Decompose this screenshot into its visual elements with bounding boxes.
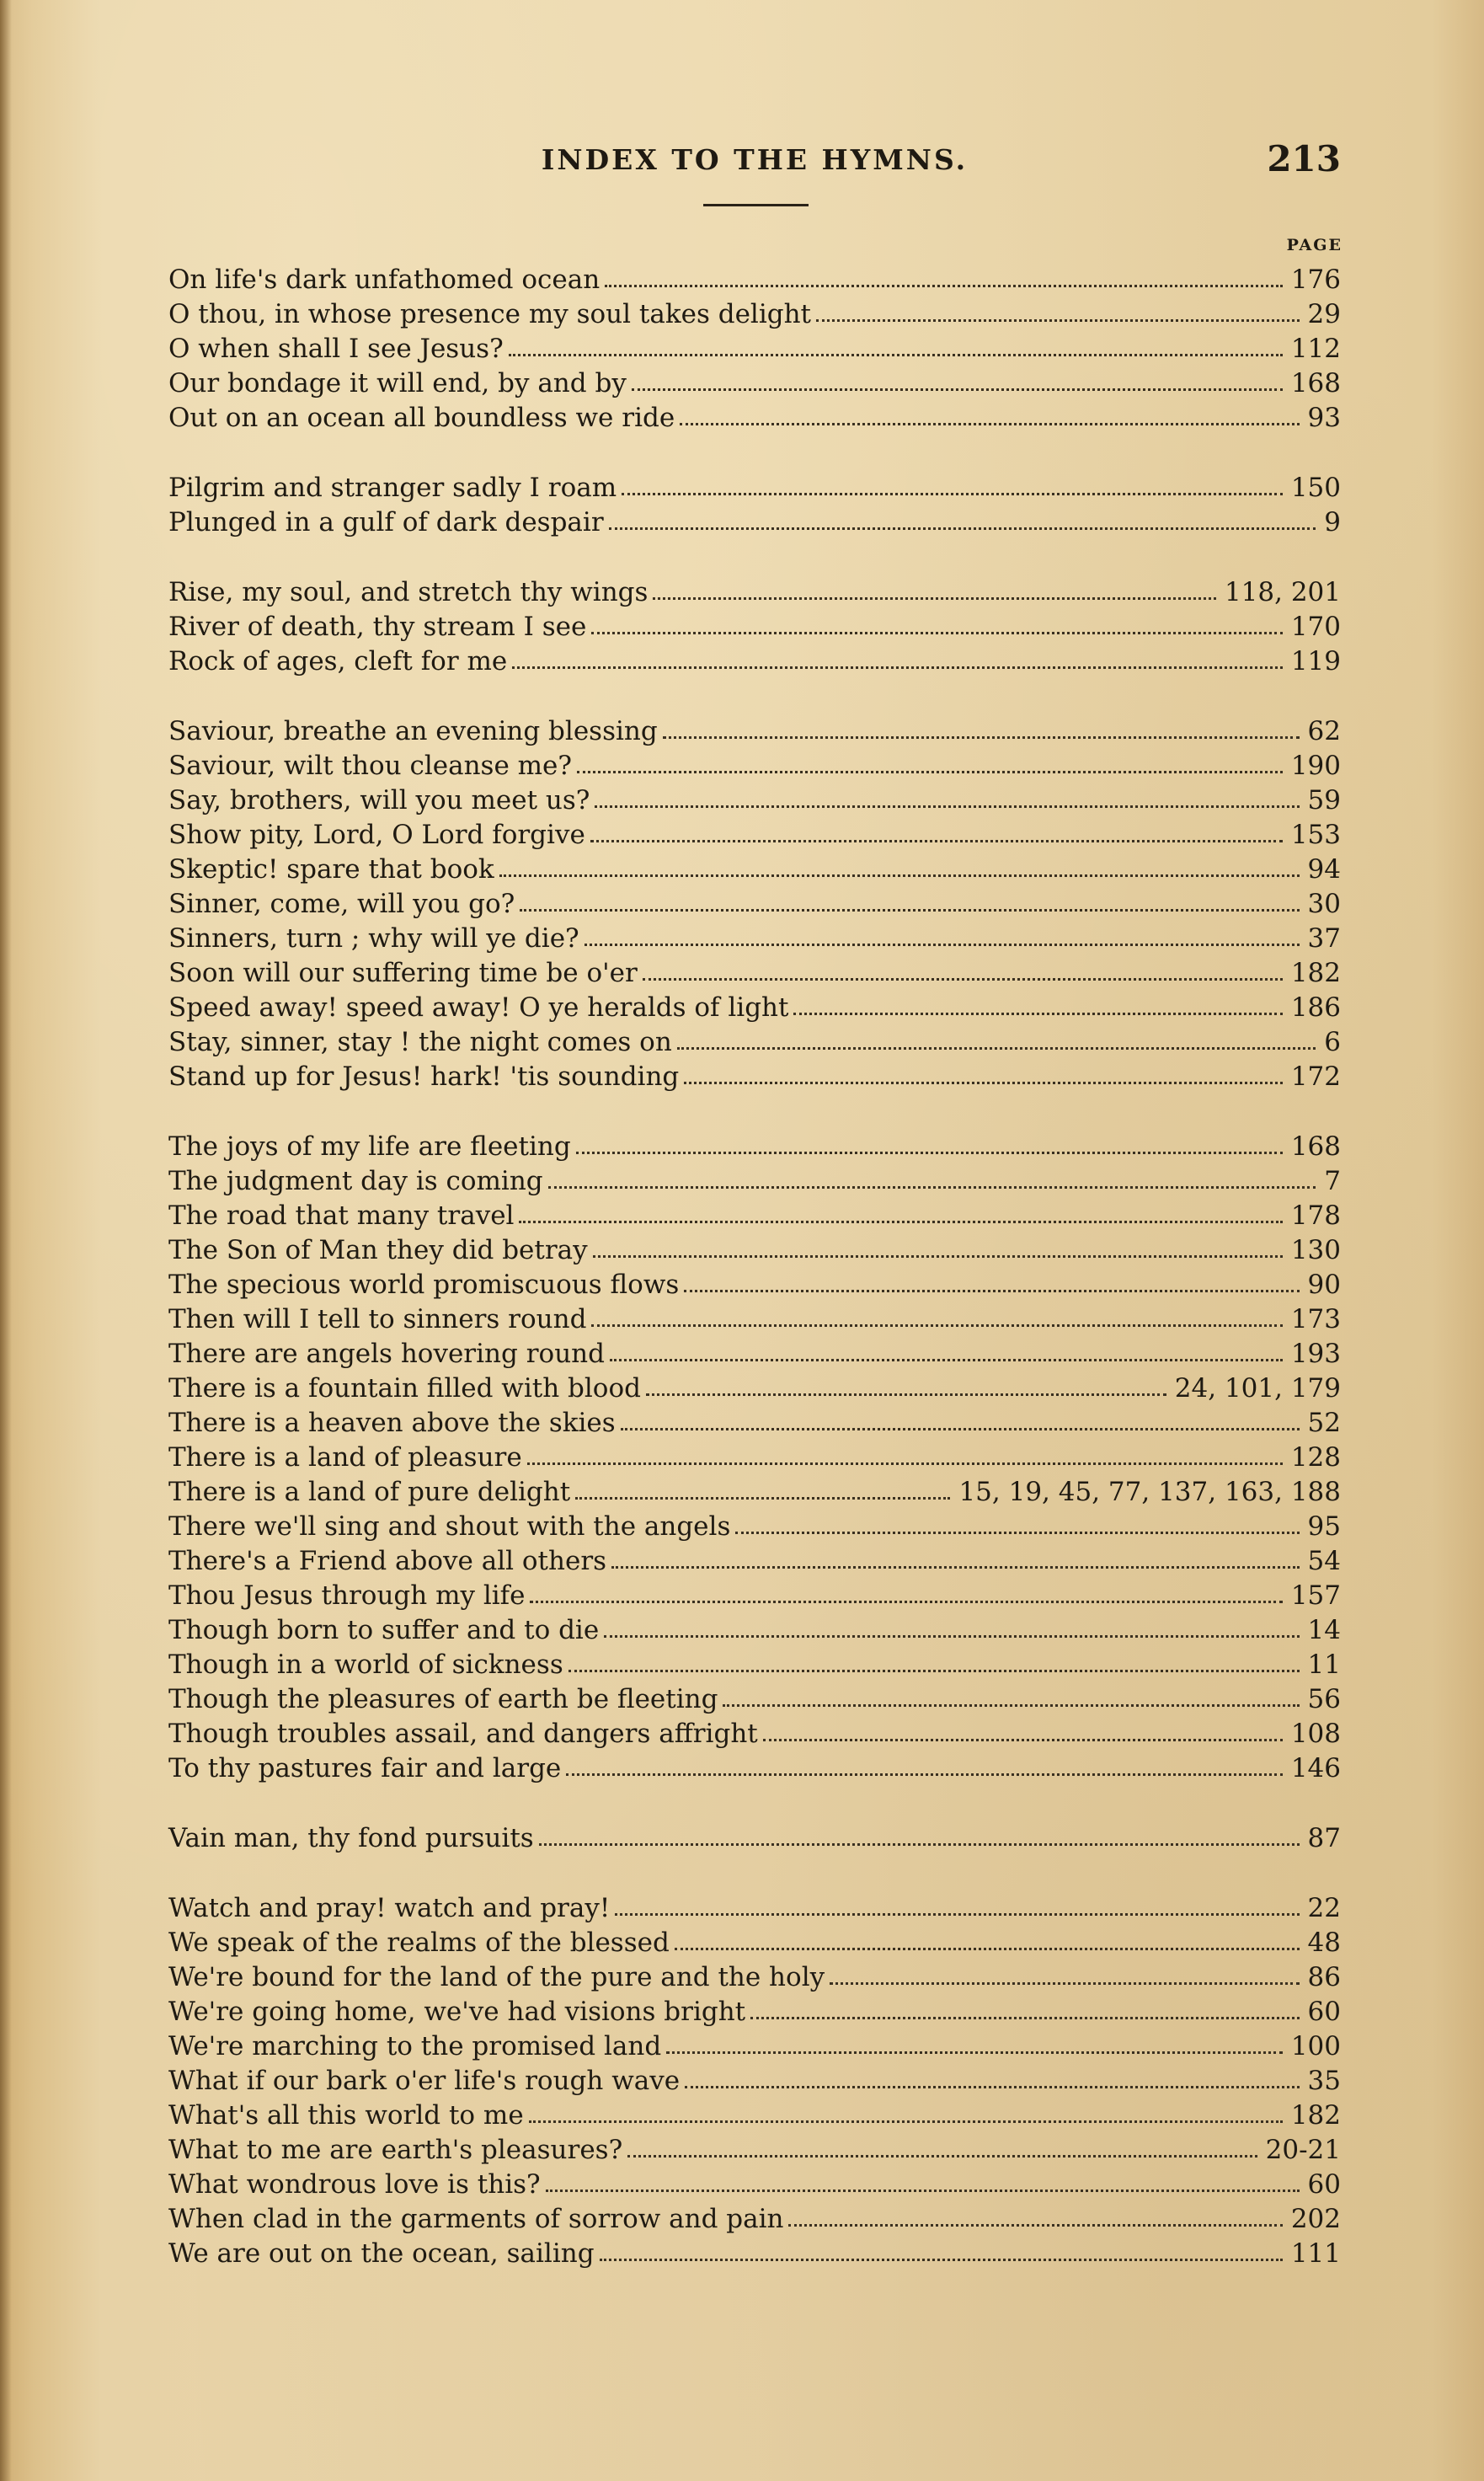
hymn-title: Stay, sinner, stay ! the night comes on — [168, 1027, 672, 1057]
index-entry — [168, 1130, 1341, 1164]
hymn-page-number: 153 — [1290, 820, 1341, 850]
dot-leader — [585, 944, 1300, 946]
dot-leader — [816, 319, 1300, 322]
hymn-page-number: 87 — [1307, 1823, 1341, 1853]
hymn-title: The Son of Man they did betray — [168, 1235, 588, 1265]
index-entry — [168, 1821, 1341, 1856]
index-entry — [168, 332, 1341, 366]
dot-leader — [666, 2051, 1283, 2054]
page-title: INDEX TO THE HYMNS. — [541, 143, 969, 176]
hymn-page-number: 186 — [1290, 992, 1341, 1023]
dot-leader — [684, 1082, 1283, 1084]
hymn-title: River of death, thy stream I see — [168, 612, 587, 642]
dot-leader — [653, 597, 1216, 600]
dot-leader — [575, 1497, 950, 1500]
index-entry — [168, 1406, 1341, 1441]
hymn-page-number: 22 — [1307, 1893, 1341, 1923]
dot-leader — [763, 1739, 1283, 1741]
dot-leader — [793, 1013, 1282, 1015]
index-entry — [168, 818, 1341, 853]
hymn-title: Our bondage it will end, by and by — [168, 368, 627, 398]
hymn-title: The judgment day is coming — [168, 1166, 543, 1196]
hymn-title: Skeptic! spare that book — [168, 854, 494, 885]
dot-leader — [723, 1704, 1299, 1707]
index-entry — [168, 575, 1341, 610]
dot-leader — [610, 1359, 1283, 1361]
index-entry — [168, 853, 1341, 887]
dot-leader — [595, 805, 1299, 808]
hymn-page-number: 29 — [1307, 299, 1341, 329]
dot-leader — [685, 2086, 1299, 2088]
hymn-page-number: 202 — [1290, 2204, 1341, 2234]
index-entry — [168, 1717, 1341, 1751]
hymn-page-number: 108 — [1290, 1719, 1341, 1749]
index-group — [168, 714, 1341, 1094]
hymn-page-number: 30 — [1307, 889, 1341, 919]
dot-leader — [643, 978, 1283, 981]
dot-leader — [590, 840, 1283, 842]
dot-leader — [566, 1773, 1283, 1776]
hymn-title: Saviour, wilt thou cleanse me? — [168, 751, 573, 781]
index-entry — [168, 1060, 1341, 1094]
hymn-page-number: 86 — [1307, 1962, 1341, 1992]
index-entry — [168, 749, 1341, 783]
index-group — [168, 1821, 1341, 1856]
hymn-page-number: 56 — [1307, 1684, 1341, 1714]
hymn-title: Though born to suffer and to die — [168, 1615, 600, 1645]
hymn-page-number: 190 — [1290, 751, 1341, 781]
index-entry — [168, 922, 1341, 956]
dot-leader — [548, 1186, 1316, 1189]
dot-leader — [529, 2120, 1283, 2123]
hymn-page-number: 11 — [1307, 1650, 1341, 1680]
hymn-title: Rise, my soul, and stretch thy wings — [168, 577, 649, 607]
hymn-page-number: 20-21 — [1265, 2135, 1341, 2165]
hymn-title: O when shall I see Jesus? — [168, 334, 504, 364]
hymn-title: Stand up for Jesus! hark! 'tis sounding — [168, 1061, 680, 1092]
dot-leader — [609, 527, 1316, 530]
hymn-page-number: 168 — [1290, 368, 1341, 398]
hymn-page-number: 172 — [1290, 1061, 1341, 1092]
index-entry — [168, 1579, 1341, 1613]
index-entry — [168, 887, 1341, 922]
hymn-page-number: 178 — [1290, 1200, 1341, 1231]
dot-leader — [604, 1635, 1299, 1638]
index-entry — [168, 1648, 1341, 1682]
hymn-title: There's a Friend above all others — [168, 1546, 607, 1576]
hymn-page-number: 60 — [1307, 2169, 1341, 2200]
dot-leader — [788, 2224, 1282, 2227]
index-group — [168, 1891, 1341, 2271]
page-column-label: PAGE — [1286, 236, 1343, 254]
hymn-index — [168, 263, 1341, 2307]
hymn-title: What wondrous love is this? — [168, 2169, 541, 2200]
index-entry — [168, 471, 1341, 505]
hymn-page-number: 168 — [1290, 1131, 1341, 1162]
index-entry — [168, 1199, 1341, 1233]
dot-leader — [677, 1047, 1316, 1050]
dot-leader — [577, 771, 1283, 773]
index-entry — [168, 1926, 1341, 1960]
index-entry — [168, 1475, 1341, 1510]
hymn-page-number: 111 — [1290, 2238, 1341, 2269]
index-entry — [168, 956, 1341, 991]
index-entry — [168, 1441, 1341, 1475]
hymn-page-number: 60 — [1307, 1997, 1341, 2027]
index-entry — [168, 644, 1341, 679]
index-entry — [168, 401, 1341, 436]
index-entry — [168, 1995, 1341, 2029]
dot-leader — [512, 666, 1283, 669]
index-entry — [168, 1025, 1341, 1060]
hymn-page-number: 170 — [1290, 612, 1341, 642]
index-entry — [168, 2064, 1341, 2099]
index-entry — [168, 1164, 1341, 1199]
index-entry — [168, 1751, 1341, 1786]
dot-leader — [520, 909, 1299, 912]
hymn-title: We're going home, we've had visions bright — [168, 1997, 746, 2027]
hymn-page-number: 59 — [1307, 785, 1341, 815]
hymn-title: What's all this world to me — [168, 2100, 524, 2131]
dot-leader — [605, 285, 1283, 287]
index-entry — [168, 2133, 1341, 2168]
index-entry — [168, 1510, 1341, 1544]
dot-leader — [527, 1462, 1283, 1465]
dot-leader — [646, 1393, 1166, 1396]
hymn-title: Sinners, turn ; why will ye die? — [168, 923, 579, 954]
dot-leader — [632, 388, 1283, 391]
page-header — [168, 135, 1341, 185]
index-entry — [168, 610, 1341, 644]
hymn-title: Rock of ages, cleft for me — [168, 646, 508, 676]
index-entry — [168, 1268, 1341, 1302]
index-entry — [168, 263, 1341, 297]
index-entry — [168, 2237, 1341, 2271]
hymn-title: There is a land of pure delight — [168, 1477, 571, 1507]
hymn-page-number: 100 — [1290, 2031, 1341, 2061]
hymn-page-number: 157 — [1290, 1580, 1341, 1611]
dot-leader — [591, 1324, 1282, 1327]
hymn-title: Though in a world of sickness — [168, 1650, 563, 1680]
dot-leader — [663, 736, 1300, 739]
dot-leader — [569, 1670, 1300, 1672]
index-entry — [168, 991, 1341, 1025]
hymn-title: Soon will our suffering time be o'er — [168, 958, 638, 988]
header-rule — [703, 204, 809, 206]
index-entry — [168, 783, 1341, 818]
hymn-title: Saviour, breathe an evening blessing — [168, 716, 658, 746]
hymn-title: When clad in the garments of sorrow and pain — [168, 2204, 784, 2234]
hymn-page-number: 14 — [1307, 1615, 1341, 1645]
index-entry — [168, 714, 1341, 749]
hymn-title: Sinner, come, will you go? — [168, 889, 515, 919]
hymn-page-number: 95 — [1307, 1511, 1341, 1542]
index-group — [168, 575, 1341, 679]
dot-leader — [622, 493, 1283, 495]
page-number: 213 — [1267, 138, 1341, 179]
index-entry — [168, 366, 1341, 401]
dot-leader — [600, 2259, 1283, 2261]
index-entry — [168, 1372, 1341, 1406]
index-entry — [168, 1233, 1341, 1268]
hymn-page-number: 54 — [1307, 1546, 1341, 1576]
hymn-title: What if our bark o'er life's rough wave — [168, 2066, 681, 2096]
index-entry — [168, 1891, 1341, 1926]
index-entry — [168, 505, 1341, 540]
hymn-page-number: 182 — [1290, 2100, 1341, 2131]
hymn-title: O thou, in whose presence my soul takes delight — [168, 299, 812, 329]
dot-leader — [509, 354, 1283, 356]
hymn-title: We speak of the realms of the blessed — [168, 1928, 670, 1958]
index-entry — [168, 1302, 1341, 1337]
dot-leader — [593, 1255, 1283, 1258]
hymn-title: Thou Jesus through my life — [168, 1580, 526, 1611]
index-entry — [168, 2202, 1341, 2237]
hymn-page-number: 90 — [1307, 1270, 1341, 1300]
index-entry — [168, 1960, 1341, 1995]
dot-leader — [519, 1221, 1282, 1223]
hymn-page-number: 173 — [1290, 1304, 1341, 1334]
hymn-page-number: 193 — [1290, 1339, 1341, 1369]
hymn-title: The specious world promiscuous flows — [168, 1270, 680, 1300]
hymn-page-number: 119 — [1290, 646, 1341, 676]
index-group — [168, 1130, 1341, 1786]
dot-leader — [539, 1843, 1300, 1846]
dot-leader — [680, 423, 1299, 425]
index-entry — [168, 297, 1341, 332]
index-entry — [168, 1682, 1341, 1717]
hymn-page-number: 35 — [1307, 2066, 1341, 2096]
hymn-page-number: 9 — [1324, 507, 1341, 537]
hymn-title: There is a fountain filled with blood — [168, 1373, 641, 1404]
hymn-title: The joys of my life are fleeting — [168, 1131, 571, 1162]
dot-leader — [611, 1566, 1299, 1569]
index-entry — [168, 2029, 1341, 2064]
hymn-page-number: 6 — [1324, 1027, 1341, 1057]
index-entry — [168, 1544, 1341, 1579]
hymn-page-number: 37 — [1307, 923, 1341, 954]
hymn-page-number: 7 — [1324, 1166, 1341, 1196]
hymn-page-number: 150 — [1290, 473, 1341, 503]
dot-leader — [735, 1532, 1299, 1534]
hymn-page-number: 93 — [1307, 403, 1341, 433]
hymn-title: The road that many travel — [168, 1200, 515, 1231]
index-entry — [168, 2168, 1341, 2202]
dot-leader — [621, 1428, 1300, 1430]
hymn-title: Watch and pray! watch and pray! — [168, 1893, 611, 1923]
dot-leader — [675, 1948, 1300, 1950]
hymn-title: Pilgrim and stranger sadly I roam — [168, 473, 617, 503]
hymn-title: Though the pleasures of earth be fleeting — [168, 1684, 718, 1714]
hymn-page-number: 176 — [1290, 265, 1341, 295]
index-group — [168, 471, 1341, 540]
hymn-page-number: 52 — [1307, 1408, 1341, 1438]
hymn-page-number: 128 — [1290, 1442, 1341, 1473]
hymn-title: Out on an ocean all boundless we ride — [168, 403, 675, 433]
dot-leader — [499, 874, 1300, 877]
hymn-page-number: 24, 101, 179 — [1174, 1373, 1341, 1404]
dot-leader — [530, 1601, 1282, 1603]
dot-leader — [750, 2017, 1299, 2019]
hymn-page-number: 118, 201 — [1224, 577, 1341, 607]
hymn-title: Vain man, thy fond pursuits — [168, 1823, 534, 1853]
hymn-page-number: 112 — [1290, 334, 1341, 364]
hymn-title: What to me are earth's pleasures? — [168, 2135, 623, 2165]
index-entry — [168, 1613, 1341, 1648]
hymn-page-number: 48 — [1307, 1928, 1341, 1958]
hymn-title: Though troubles assail, and dangers affright — [168, 1719, 758, 1749]
hymn-page-number: 146 — [1290, 1753, 1341, 1783]
index-entry — [168, 1337, 1341, 1372]
hymn-page-number: 182 — [1290, 958, 1341, 988]
hymn-title: We're bound for the land of the pure and the holy — [168, 1962, 825, 1992]
hymn-title: There is a land of pleasure — [168, 1442, 522, 1473]
dot-leader — [591, 632, 1282, 634]
hymn-title: Show pity, Lord, O Lord forgive — [168, 820, 585, 850]
index-group — [168, 263, 1341, 436]
hymn-page-number: 130 — [1290, 1235, 1341, 1265]
hymn-title: Say, brothers, will you meet us? — [168, 785, 590, 815]
hymn-title: On life's dark unfathomed ocean — [168, 265, 601, 295]
hymn-title: We're marching to the promised land — [168, 2031, 662, 2061]
dot-leader — [627, 2155, 1257, 2158]
dot-leader — [830, 1982, 1299, 1985]
hymn-title: There we'll sing and shout with the angels — [168, 1511, 731, 1542]
hymn-title: There is a heaven above the skies — [168, 1408, 616, 1438]
hymn-page-number: 62 — [1307, 716, 1341, 746]
index-entry — [168, 2099, 1341, 2133]
hymn-page-number: 15, 19, 45, 77, 137, 163, 188 — [958, 1477, 1341, 1507]
dot-leader — [684, 1290, 1299, 1292]
hymn-title: Plunged in a gulf of dark despair — [168, 507, 604, 537]
hymn-title: There are angels hovering round — [168, 1339, 605, 1369]
hymn-title: Speed away! speed away! O ye heralds of light — [168, 992, 789, 1023]
hymn-title: Then will I tell to sinners round — [168, 1304, 587, 1334]
dot-leader — [546, 2190, 1300, 2192]
dot-leader — [576, 1152, 1283, 1154]
hymn-title: To thy pastures fair and large — [168, 1753, 562, 1783]
hymn-title: We are out on the ocean, sailing — [168, 2238, 595, 2269]
hymn-page-number: 94 — [1307, 854, 1341, 885]
dot-leader — [615, 1913, 1299, 1916]
